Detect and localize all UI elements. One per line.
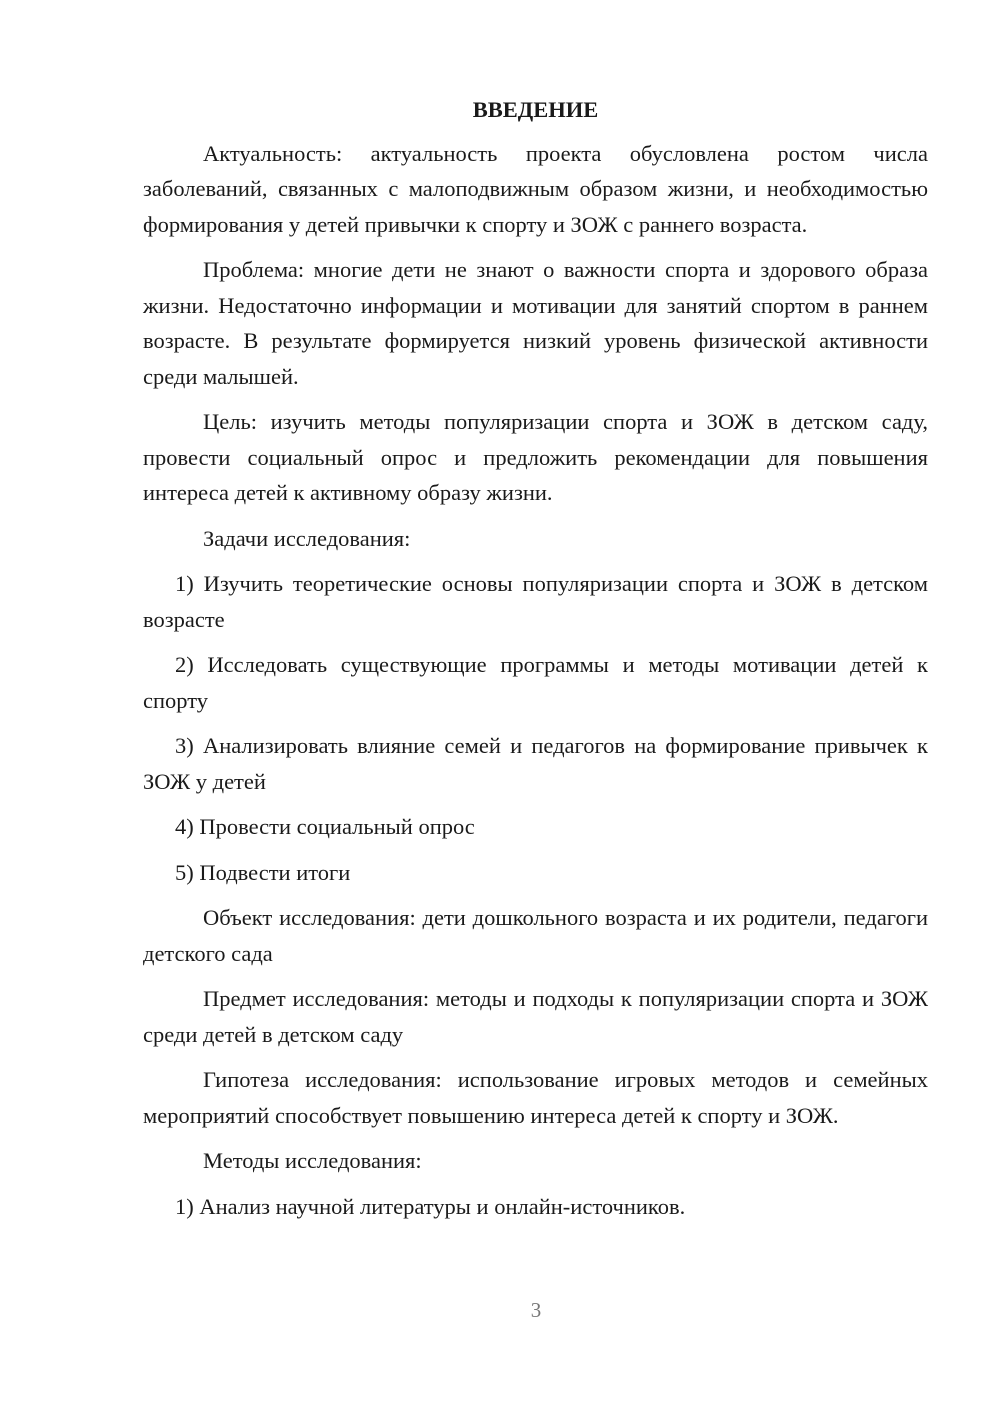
task-item: 5) Подвести итоги [175,859,351,885]
method-item: 1) Анализ научной литературы и онлайн-источников. [175,1193,686,1219]
page-number: 3 [530,1298,542,1322]
task-item: 3) Анализировать влияние семей и педагогов на формирование привычек к ЗОЖ у детей [143,733,928,794]
task-item: 2) Исследовать существующие программы и методы мотивации детей к спорту [143,652,928,713]
relevance-paragraph: Актуальность: актуальность проекта обусловлена ростом числа заболеваний, связанных с малоподвижным образом жизни, и необходимостью формирования у детей привычки к спорту и ЗОЖ с раннего возраста. [143,140,928,237]
page-content [143,92,928,1234]
task-item: 1) Изучить теоретические основы популяризации спорта и ЗОЖ в детском возрасте [143,571,928,632]
task-item: 4) Провести социальный опрос [175,814,475,839]
subject-paragraph: Предмет исследования: методы и подходы к популяризации спорта и ЗОЖ среди детей в детском саду [143,986,928,1047]
methods-heading: Методы исследования: [203,1148,422,1173]
tasks-heading: Задачи исследования: [203,525,411,551]
hypothesis-paragraph: Гипотеза исследования: использование игровых методов и семейных мероприятий способствует повышению интереса детей к спорту и ЗОЖ. [143,1067,928,1128]
object-paragraph: Объект исследования: дети дошкольного возраста и их родители, педагоги детского сада [143,905,928,966]
problem-paragraph: Проблема: многие дети не знают о важности спорта и здорового образа жизни. Недостаточно информации и мотивации для занятий спортом в раннем возрасте. В результате формируется низкий уровень физической активности среди малышей. [143,257,928,389]
section-title: ВВЕДЕНИЕ [472,97,599,122]
goal-paragraph: Цель: изучить методы популяризации спорта и ЗОЖ в детском саду, провести социальный опрос и предложить рекомендации для повышения интереса детей к активному образу жизни. [143,409,928,505]
